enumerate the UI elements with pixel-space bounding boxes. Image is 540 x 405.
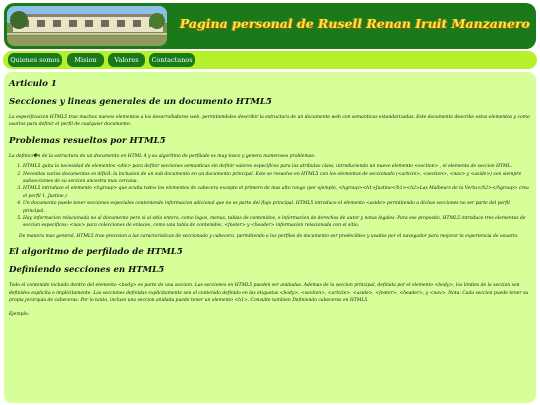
article-heading: Articulo 1 <box>9 79 57 89</box>
algorithm-title: El algoritmo de perfilado de HTML5 <box>9 247 183 258</box>
site-title: Pagina personal de Rusell Renan Iruit Manzanero <box>179 16 530 31</box>
site-header <box>4 3 536 49</box>
list-item: 2. Necesitas varios documentos es dificil: la inclusion de un sub-documento en un documento principal. Este se resuelve en HTML5 con los elementos de seccionado (<article>, <section>, <nav> y <aside>) son siempre subsecciones de su seccion ancestra mas cercana. <box>23 171 531 186</box>
list-item: 3. HTML5 introduce el elemento <hgroup> que oculta todos los elementos de cabecera excepto el primero de mas alto rango (por ejemplo, <hgroup><h1>Justine</h1><h2>Las Malbeurs de la Vertu</h2></hgroup> crea el perfil 1. Justine.) <box>23 185 531 200</box>
nav-tab-quienes-somos[interactable]: Quienes somos <box>8 53 62 67</box>
section-title: Secciones y lineas generales de un documento HTML5 <box>9 97 272 107</box>
list-item: 4. Un documento puede tener secciones especiales conteniendo informacion adicional que no es parte del flujo principal. HTML5 introduce el elemento <aside> permitiendo a dichas secciones no ser parte del perfil principal. <box>23 200 531 215</box>
nav-tab-mision[interactable]: Mision <box>67 53 104 67</box>
building-photo <box>7 6 167 46</box>
example-label: Ejemplo: <box>9 311 30 317</box>
problems-intro: La definici�n de la estructura de un documento en HTML 4 y su algoritmo de perfilado es muy tosco y genera numerosos problemas: <box>9 153 316 159</box>
list-item: 5. Hay informacion relacionada no al documento pero si al sitio entero, como logos, menus, tablas de contenidos, o informacion de derechos de autor y notas legales. Para ese proposito, HTML5 introduce tres elementos de seccion especificos: <nav> para colecciones de enlaces, como una tabla de contenidos, <footer> y <header> informacion relacionada con el sitio. <box>23 215 531 230</box>
nav-bar <box>3 51 537 69</box>
problems-title: Problemas resueltos por HTML5 <box>9 135 166 146</box>
problems-outro: De manera mas general, HTML5 trae precision a las caracteristicas de seccionado y cabecera, permitiendo a los perfiles de documento ser predecibles y usados por el navegador para mejorar la experiencia de usuario. <box>19 233 519 239</box>
problems-list <box>9 163 531 230</box>
nav-tab-contactanos[interactable]: Contactanos <box>149 53 195 67</box>
main-content <box>4 72 536 403</box>
defining-title: Definiendo secciones en HTML5 <box>9 265 165 276</box>
nav-tab-valores[interactable]: Valores <box>108 53 145 67</box>
list-item: 1. HTML5 quita la necesidad de elementos <div> para definir secciones semanticas sin definir valores especificos para los atributos class, introduciendo un nuevo elemento <section> , el elemento de seccion HTML. <box>23 163 531 170</box>
defining-paragraph: Todo el contenido incluido dentro del elemento <body> es parte de una seccion. Las secciones en HTML5 pueden ser anidadas. Ademas de la seccion principal, definida por el elemento <body>, los limites de la seccion son definidos explicita o implicitamente. Las secciones definidas explicitamente son el contenido definido en las etiquetas <body>, <section>, <article>, <aside>, <footer>, <header>, y <nav>. Nota: Cada seccion puede tener su propia jerarquia de cabeceras. Por lo tanto, incluso una seccion anidada puede tener un elemento <h1>. Consulte tambien Definiendo cabeceras en HTML5. <box>9 283 529 304</box>
section-paragraph: La especificacion HTML5 trae muchos nuevos elementos a los desarrolladores web, permitiendoles describir la estructura de un documento web con semanticas estandarizadas. Este documento describe estos elementos y como usarlos para definir el perfil de cualquier documento. <box>9 115 530 128</box>
